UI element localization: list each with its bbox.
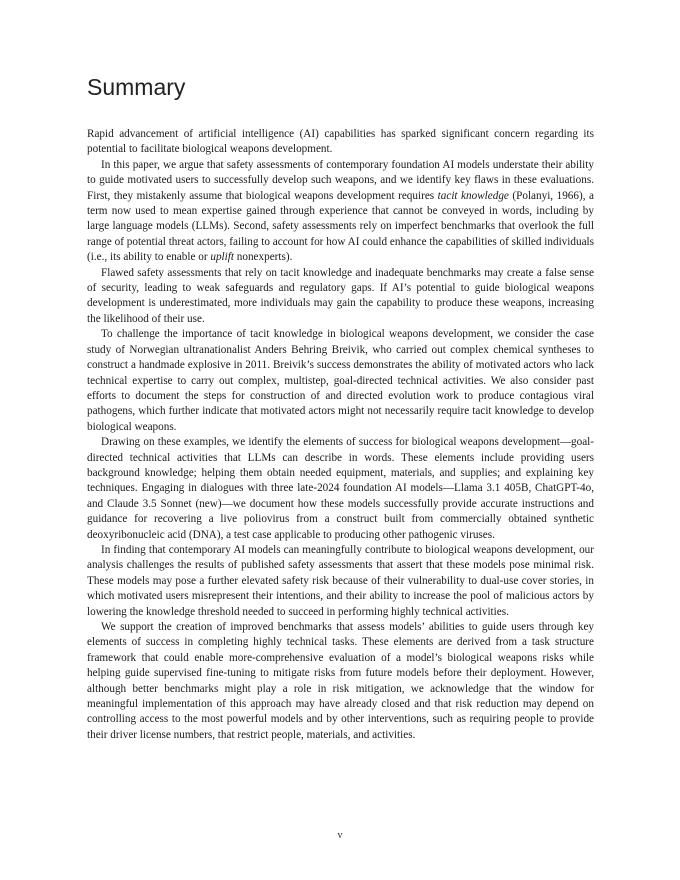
paragraph-text: We support the creation of improved benchmarks that assess models’ abilities to guide users through key elements of success in completing highly technical tasks. These elements are derived from a task structure framework that could enable more-comprehensive evaluation of a model’s biological weapons risks while helping guide supervised fine-tuning to mitigate risks from future models before their deployment. However, although better benchmarks might play a role in risk mitigation, we acknowledge that the window for meaningful implementation of this approach may have already closed and that risk reduction may depend on controlling access to the most powerful models and by other interventions, such as requiring people to provide their driver license numbers, that restrict people, materials, and activities. — [87, 621, 594, 741]
paragraph-text: To challenge the importance of tacit knowledge in biological weapons development, we consider the case study of Norwegian ultranationalist Anders Behring Breivik, who carried out complex chemical syntheses to construct a handmade explosive in 2011. Breivik’s success demonstrates the ability of motivated actors who lack technical expertise to carry out complex, multistep, goal-directed technical activities. We also consider past efforts to document the steps for construction of and directed evolution work to produce contagious viral pathogens, which further indicate that motivated actors might not necessarily require tacit knowledge to develop biological weapons. — [87, 328, 594, 433]
page-title: Summary — [87, 74, 186, 100]
emphasis-term: uplift — [210, 251, 234, 264]
paragraph — [87, 266, 594, 328]
paragraph — [87, 435, 594, 543]
paragraph — [87, 620, 594, 743]
paragraph-text: (Polanyi, 1966), a term now used to mean expertise gained through experience that cannot be conveyed in words, including by large language models (LLMs). Second, safety assessments rely on imperfect benchmarks that overlook the full range of potential threat actors, failing to account for how AI could enhance the capabilities of skilled individuals (i.e., its ability to enable or — [87, 189, 595, 264]
paragraph — [87, 327, 594, 435]
paragraph-text: In finding that contemporary AI models can meaningfully contribute to biological weapons development, our analysis challenges the results of published safety assessments that assert that these models pose minimal risk. These models may pose a further elevated safety risk because of their vulnerability to dual-use cover stories, in which motivated users misrepresent their intentions, and their ability to increase the pool of malicious actors by lowering the knowledge threshold needed to succeed in performing highly technical activities. — [87, 543, 594, 618]
paragraph-text: Flawed safety assessments that rely on tacit knowledge and inadequate benchmarks may create a false sense of security, leading to weak safeguards and regulatory gaps. If AI’s potential to guide biological weapons development is underestimated, more individuals may gain the capability to produce these weapons, increasing the likelihood of their use. — [87, 266, 594, 325]
paragraph-text: In this paper, we argue that safety assessments of contemporary foundation AI models understate their ability to guide motivated users to successfully develop such weapons, and we identify key flaws in these evaluations. First, they mistakenly assume that biological weapons development requires — [87, 158, 594, 202]
paragraph — [87, 543, 594, 620]
page-number: v — [337, 830, 343, 841]
paragraph-text: nonexperts). — [233, 251, 293, 264]
summary-body — [87, 127, 594, 743]
paragraph-text: Rapid advancement of artificial intelligence (AI) capabilities has sparked significant concern regarding its potential to facilitate biological weapons development. — [87, 128, 594, 156]
emphasis-term: tacit knowledge — [437, 189, 509, 202]
paragraph — [87, 158, 594, 266]
paragraph — [87, 127, 594, 158]
paragraph-text: Drawing on these examples, we identify the elements of success for biological weapons development—goal-directed technical activities that LLMs can describe in words. These elements include providing users background knowledge; helping them obtain needed equipment, materials, and supplies; and explaining key techniques. Engaging in dialogues with three late-2024 foundation AI models—Llama 3.1 405B, ChatGPT-4o, and Claude 3.5 Sonnet (new)—we document how these models successfully provide accurate instructions and guidance for recovering a live poliovirus from a construct built from commercially obtained synthetic deoxyribonucleic acid (DNA), a test case applicable to producing other pathogenic viruses. — [87, 436, 594, 541]
